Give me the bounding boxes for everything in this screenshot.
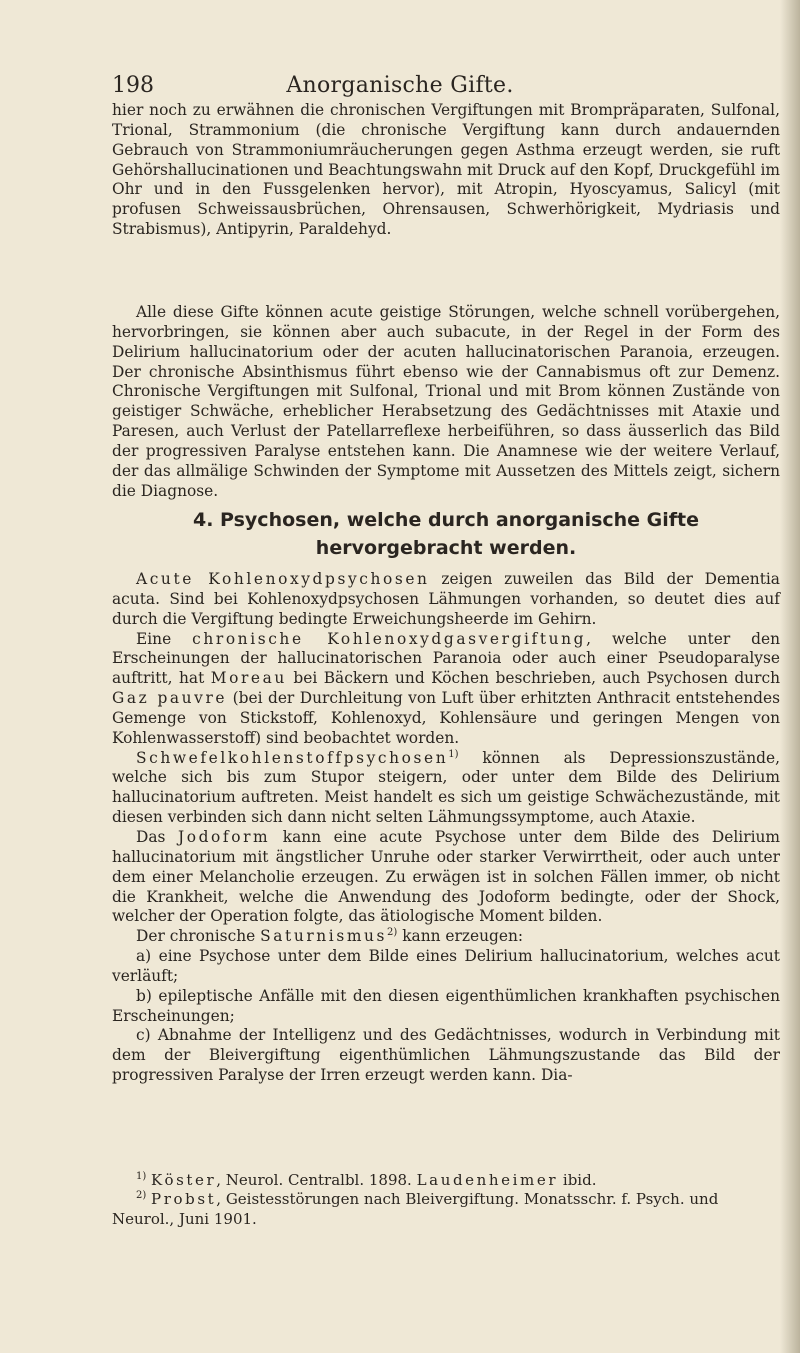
paragraph-saturnism: Der chronische Saturnismus$^{2)}$ kann erzeugen: — [136, 927, 524, 946]
paragraph-iodoform: Das Jodoform kann eine acute Psychose unter dem Bilde des Delirium hallucinatorium mit ängstlicher Unruhe oder starker Verwirrtheit, oder auch unter dem einer Melancholie erzeugen. Zu erwägen ist in solchen Fällen immer, ob nicht die Krankheit, welche die Anwendung des Jodoform bedingte, oder der Shock, welcher der Operation folgte, das ätiologische Moment bilden. — [112, 827, 780, 926]
list-item-b: b) epileptische Anfälle mit den diesen eigenthümlichen krankhaften psychischen Erscheinungen; — [112, 986, 780, 1025]
intro-paragraph: hier noch zu erwähnen die chronischen Vergiftungen mit Brompräparaten, Sulfonal, Trional, Strammonium (die chronische Vergiftung kann durch andauernden Gebrauch von Strammoniumräucherungen gegen Asthma erzeugt werden, sie ruft Gehörshallucinationen und Beachtungswahn mit Druck auf den Kopf, Druckgefühl im Ohr und in den Fussgelenken hervor), mit Atropin, Hyoscyamus, Salicyl (mit profusen Schweissausbrüchen, Ohrensausen, Schwerhörigkeit, Mydriasis und Strabismus), Antipyrin, Paraldehyd. — [112, 101, 781, 239]
term-acute-co-psychoses: Acute Kohlenoxydpsychosen — [136, 570, 430, 588]
list-item-a: a) eine Psychose unter dem Bilde eines Delirium hallucinatorium, welches acut verläuft; — [112, 947, 780, 985]
term-iodoform: Jodoform — [177, 827, 271, 846]
paragraph-cs2: Schwefelkohlenstoffpsychosen$^{1)}$ können als Depressionszustände, welche sich bis zum Stupor steigern, oder unter dem Bilde des Delirium hallucinatorium auftreten. Meist handelt es sich um geistige Schwächezustände, mit diesen verbinden sich dann nicht selten Lähmungssymptome, auch Ataxie. — [112, 748, 780, 827]
list-item-c: c) Abnahme der Intelligenz und des Gedächtnisses, wodurch in Verbindung mit dem der Bleivergiftung eigenthümlichen Lähmungszustande das Bild der progressiven Paralyse der Irren erzeugt werden kann. Dia- — [112, 1026, 780, 1085]
term-gaz-pauvre: Gaz pauvre — [112, 689, 228, 708]
paragraph-2-block — [112, 303, 780, 501]
paragraph-2: Alle diese Gifte können acute geistige Störungen, welche schnell vorübergehen, hervorbringen, sie können aber auch subacute, in der Regel in der Form des Delirium hallucinatorium oder der acuten hallucinatorischen Paranoia, erzeugen. Der chronische Absinthismus führt ebenso wie der Cannabismus oft zur Demenz. Chronische Vergiftungen mit Sulfonal, Trional und mit Brom können Zustände von geistiger Schwäche, erheblicher Herabsetzung des Gedächtnisses mit Ataxie und Paresen, auch Verlust der Patellarreflexe herbeiführen, so dass äusserlich das Bild der progressiven Paralyse entstehen kann. Die Anamnese wie der weitere Verlauf, der das allmälige Schwinden der Symptome mit Aussetzen des Mittels zeigt, sichern die Diagnose. — [112, 303, 780, 500]
term-saturnism: Saturnismus — [260, 927, 388, 946]
footnote-author-laudenheimer: Laudenheimer — [416, 1171, 559, 1189]
term-chronic-co-poisoning: chronische Kohlenoxydgasvergiftung — [192, 629, 587, 648]
page-edge-shadow — [780, 0, 800, 1353]
footnote-author-probst: Probst — [151, 1190, 217, 1209]
footnotes — [112, 1171, 780, 1229]
intro-paragraph-block — [112, 101, 780, 240]
section-heading: 4. Psychosen, welche durch anorganische Gifte hervorgebracht werden. — [192, 509, 700, 559]
page-number: 198 — [112, 73, 154, 98]
paragraph-co-chronic: Eine chronische Kohlenoxydgasvergiftung, welche unter den Erscheinungen der hallucinatorischen Paranoia oder auch einer Pseudoparalyse auftritt, hat Moreau bei Bäckern und Köchen beschrieben, auch Psychosen durch Gaz pauvre (bei der Durchleitung von Luft über erhitzten Anthracit entstehendes Gemenge von Stickstoff, Kohlenoxyd, Kohlensäure und geringen Mengen von Kohlenwasserstoff) sind beobachtet worden. — [112, 629, 781, 747]
paragraph-co-acute: Acute Kohlenoxydpsychosen zeigen zuweilen das Bild der Dementia acuta. Sind bei Kohlenoxydpsychosen Lähmungen vorhanden, so deutet dies auf durch die Vergiftung bedingte Erweichungsheerde im Gehirn. — [112, 570, 780, 628]
footnote-2: $^{2)}$ Probst, Geistesstörungen nach Bleivergiftung. Monatsschr. f. Psych. und Neurol., Juni 1901. — [112, 1190, 719, 1228]
footnote-author-koester: Köster — [151, 1171, 217, 1189]
footnote-ref-1: 1) — [448, 748, 459, 760]
author-moreau: Moreau — [210, 669, 287, 688]
footnote-ref-2: 2) — [387, 927, 398, 939]
running-title: Anorganische Gifte. — [286, 73, 514, 98]
footnote-1: $^{1)}$ Köster, Neurol. Centralbl. 1898. Laudenheimer ibid. — [136, 1171, 597, 1189]
term-cs2-psychoses: Schwefelkohlenstoffpsychosen — [136, 748, 449, 767]
section-body — [112, 570, 780, 1086]
